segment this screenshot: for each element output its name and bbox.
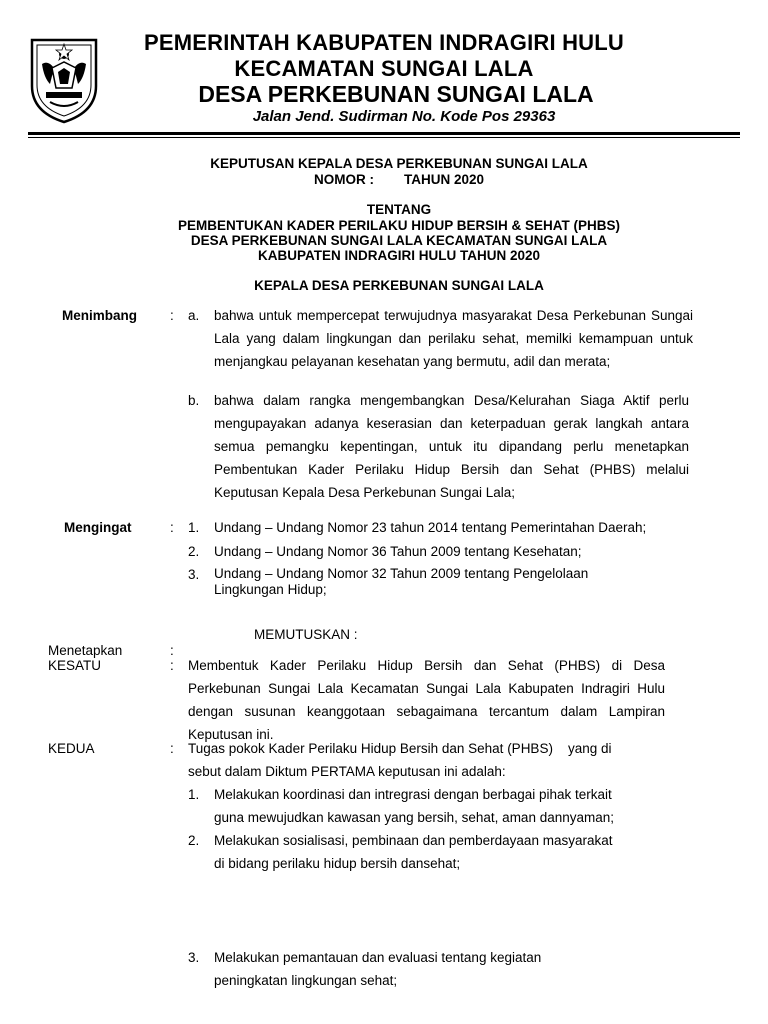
letterhead-address: Jalan Jend. Sudirman No. Kode Pos 29363: [252, 108, 556, 125]
decree-number: NOMOR : TAHUN 2020: [313, 172, 485, 187]
menimbang-a-text: bahwa untuk mempercepat terwujudnya masyarakat Desa Perkebunan Sungai Lala yang dalam lingkungan dan perilaku sehat, memilki kemampuan untuk menjangkau pelayanan kesehatan yang bermutu, adil dan merata;: [214, 308, 693, 369]
kedua-colon: :: [170, 741, 174, 756]
menetapkan-label: Menetapkan: [48, 643, 123, 658]
letterhead-line3: DESA PERKEBUNAN SUNGAI LALA: [198, 81, 594, 107]
kedua-item-3-num: 3.: [188, 950, 200, 965]
menimbang-colon: :: [170, 308, 174, 323]
mengingat-item-3-text: Undang – Undang Nomor 32 Tahun 2009 tentang Pengelolaan Lingkungan Hidup;: [214, 566, 589, 597]
kedua-item-3-line2: peningkatan lingkungan sehat;: [214, 973, 398, 988]
mengingat-label: Mengingat: [64, 520, 132, 535]
kesatu-label: KESATU: [48, 658, 102, 673]
menimbang-b-marker: b.: [188, 393, 200, 408]
mengingat-item-1-text: Undang – Undang Nomor 23 tahun 2014 tentang Pemerintahan Daerah;: [214, 520, 647, 535]
menimbang-a-marker: a.: [188, 308, 200, 323]
mengingat-item-3-num: 3.: [188, 567, 200, 582]
mengingat-item-2-text: Undang – Undang Nomor 36 Tahun 2009 tentang Kesehatan;: [214, 544, 582, 559]
letterhead-line2: KECAMATAN SUNGAI LALA: [234, 56, 534, 81]
letterhead-line1: PEMERINTAH KABUPATEN INDRAGIRI HULU: [144, 30, 624, 55]
decree-subject-2: DESA PERKEBUNAN SUNGAI LALA KECAMATAN SUNGAI LALA: [190, 233, 608, 248]
memutuskan-heading: MEMUTUSKAN :: [254, 627, 358, 642]
menimbang-b-text: bahwa dalam rangka mengembangkan Desa/Kelurahan Siaga Aktif perlu mengupayakan adanya keserasian dan keterpaduan gerak langkah antara semua pemangku kepentingan, untuk itu dipandang perlu menetapkan Pembentukan Kader Perilaku Hidup Bersih dan Sehat (PHBS) melalui Keputusan Kepala Desa Perkebunan Sungai Lala;: [214, 393, 689, 500]
decree-subject-3: KABUPATEN INDRAGIRI HULU TAHUN 2020: [257, 248, 541, 263]
kedua-label: KEDUA: [48, 741, 95, 756]
kedua-item-1-line1: Melakukan koordinasi dan intregrasi dengan berbagai pihak terkait: [214, 787, 612, 802]
mengingat-colon: :: [170, 520, 174, 535]
kedua-item-2-num: 2.: [188, 833, 200, 848]
menimbang-label: Menimbang: [62, 308, 138, 323]
decree-authority: KEPALA DESA PERKEBUNAN SUNGAI LALA: [254, 278, 544, 293]
letterhead-rule-thin: [28, 137, 740, 138]
kedua-intro-line1: Tugas pokok Kader Perilaku Hidup Bersih dan Sehat (PHBS) yang di: [188, 741, 612, 756]
mengingat-item-1-num: 1.: [188, 520, 200, 535]
kedua-item-1-line2: guna mewujudkan kawasan yang bersih, sehat, aman dannyaman;: [214, 810, 615, 825]
kedua-item-2-line2: di bidang perilaku hidup bersih dansehat;: [214, 856, 461, 871]
mengingat-item-2-num: 2.: [188, 544, 200, 559]
kedua-item-2-line1: Melakukan sosialisasi, pembinaan dan pemberdayaan masyarakat: [214, 833, 613, 848]
kedua-item-1-num: 1.: [188, 787, 200, 802]
decree-tentang: TENTANG: [366, 202, 432, 217]
decree-title: KEPUTUSAN KEPALA DESA PERKEBUNAN SUNGAI LALA: [210, 156, 588, 171]
decree-subject-1: PEMBENTUKAN KADER PERILAKU HIDUP BERSIH & SEHAT (PHBS): [177, 218, 621, 233]
menetapkan-colon: :: [170, 643, 174, 658]
kedua-item-3-line1: Melakukan pemantauan dan evaluasi tentang kegiatan: [214, 950, 542, 965]
letterhead-rule-thick: [28, 132, 740, 135]
kedua-intro-line2: sebut dalam Diktum PERTAMA keputusan ini adalah:: [188, 764, 506, 779]
kesatu-text: Membentuk Kader Perilaku Hidup Bersih dan Sehat (PHBS) di Desa Perkebunan Sungai Lala Kecamatan Sungai Lala Kabupaten Indragiri Hulu dengan susunan keanggotaan sebagaimana tercantum dalam Lampiran Keputusan ini.: [188, 658, 665, 742]
kesatu-colon: :: [170, 658, 174, 673]
